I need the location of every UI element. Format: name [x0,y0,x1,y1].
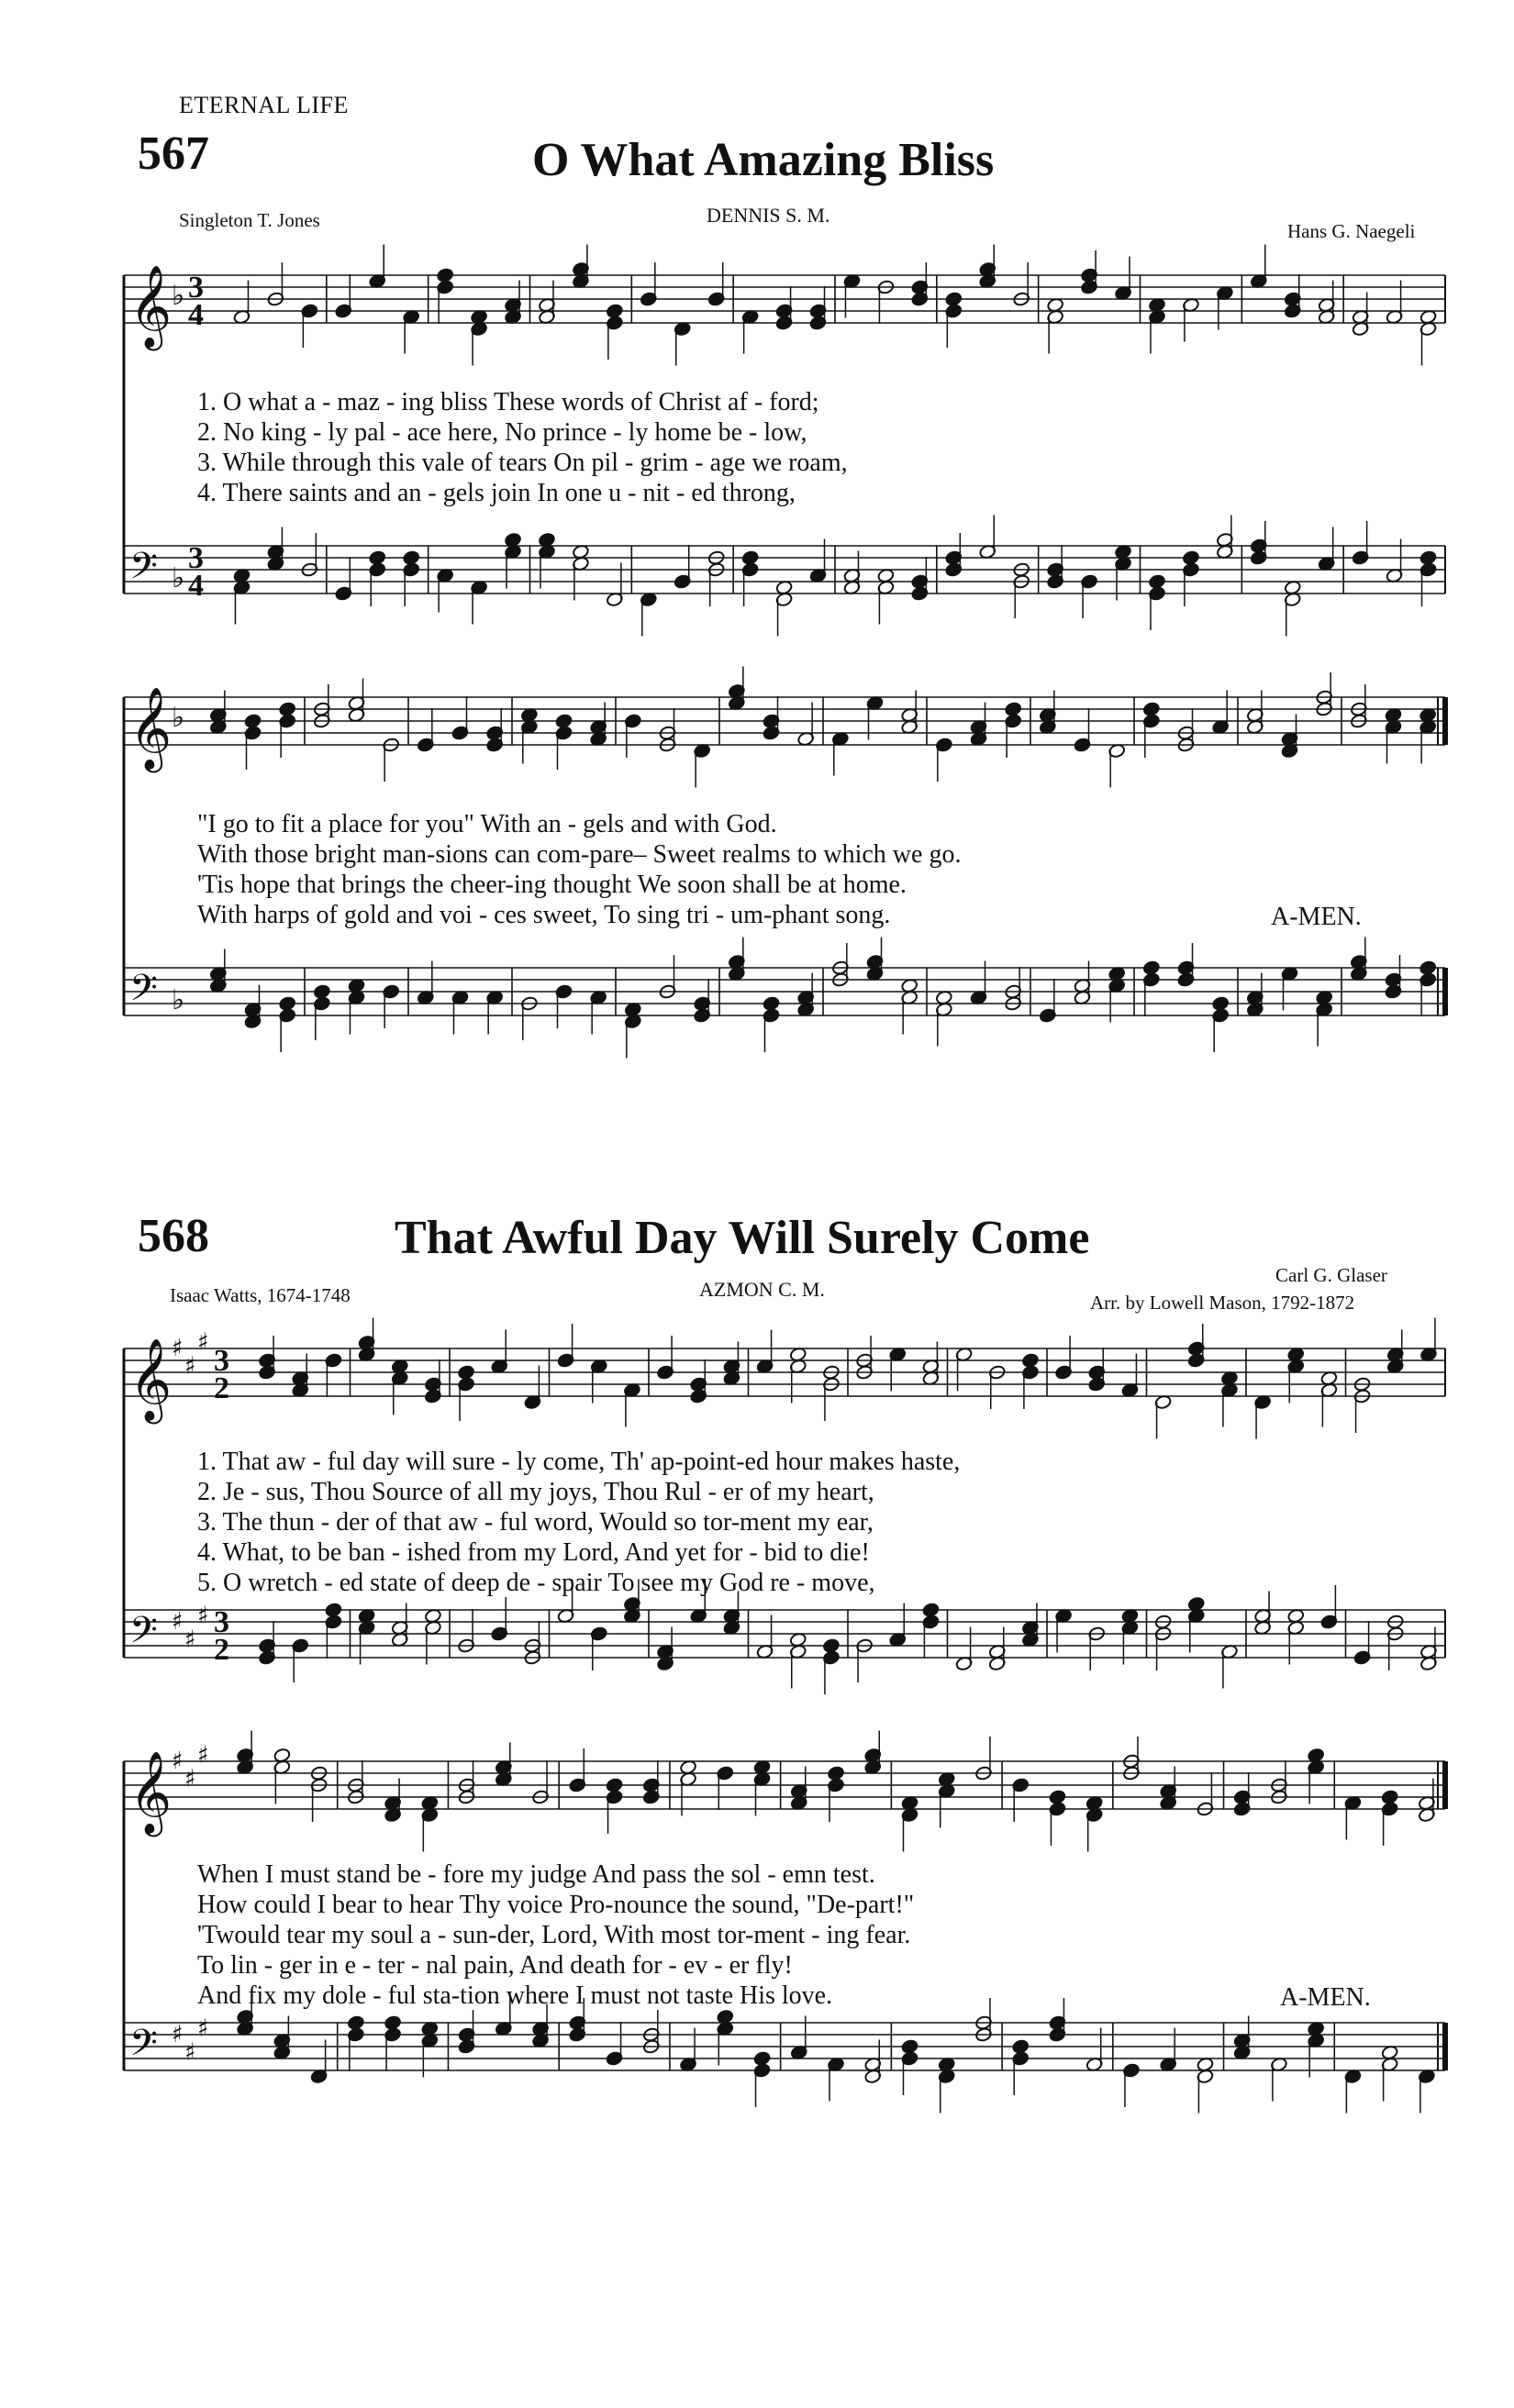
note-head [1419,550,1437,566]
sharp-icon: ♯ [172,1335,184,1362]
sharp-icon: ♯ [197,1602,209,1630]
note-head [1419,960,1437,976]
note-head [822,1638,840,1654]
lyric-line: "I go to fit a place for you" With an - gels and with God. [197,810,777,838]
note-head [347,2015,364,2031]
tune-name: AZMON C. M. [699,1278,825,1301]
music-system [124,679,1445,1064]
sharp-icon: ♯ [184,1352,196,1381]
time-signature-top: 3 [188,541,204,575]
time-signature-bottom: 4 [188,298,204,332]
lyric-line: 1. O what a - maz - ing bliss These words of Christ af - ford; [197,388,819,416]
lyric-line: With those bright man-sions can com-pare– Sweet realms to which we go. [197,840,962,869]
note-head [1142,702,1160,717]
time-signature-bottom: 2 [214,1633,229,1667]
lyric-line: 'Twould tear my soul a - sun-der, Lord, With most tor-ment - ing fear. [197,1921,911,1949]
time-signature-top: 3 [214,1344,229,1378]
composer-credit: Carl G. Glaser [1275,1264,1387,1286]
music-system [124,257,1445,642]
note-head [325,1603,342,1618]
note-head [437,268,454,283]
sharp-icon: ♯ [172,1608,184,1636]
note-head [1049,1790,1066,1805]
music-system [124,1743,1445,2147]
note-head [1212,996,1230,1012]
treble-staff [124,245,1445,366]
note-head [763,996,780,1012]
lyric-line: And fix my dole - ful sta-tion where I must not taste His love. [197,1981,833,2010]
note-head [1012,2039,1030,2055]
treble-staff [124,1318,1445,1439]
treble-staff [124,667,1445,788]
bass-staff [124,516,1445,637]
hymn-title: That Awful Day Will Surely Come [395,1212,1090,1264]
hymn-number: 567 [138,128,209,180]
note-head [279,996,296,1012]
note-head [1182,550,1199,566]
treble-clef-icon: 𝄞 [129,1338,173,1421]
hymn-number: 568 [138,1210,209,1262]
note-head [458,1365,475,1381]
time-signature-top: 3 [214,1605,229,1639]
sharp-icon: ♯ [197,1741,209,1770]
tune-name: DENNIS S. M. [707,204,830,227]
flat-icon: ♭ [172,562,185,594]
bass-clef-icon: 𝄢 [129,2022,158,2073]
lyric-line: 2. No king - ly pal - ace here, No prince - ly home be - low, [197,418,807,447]
bass-clef-icon: 𝄢 [129,1609,158,1660]
lyric-line: How could I bear to hear Thy voice Pro-nounce the sound, "De-part!" [197,1891,915,1919]
author-credit: Singleton T. Jones [179,209,320,231]
note-head [1142,960,1160,976]
lyric-line: 3. The thun - der of that aw - ful word, Would so tor-ment my ear, [197,1508,874,1537]
bass-clef-icon: 𝄢 [129,967,158,1018]
sharp-icon: ♯ [197,1328,209,1357]
lyric-line: 4. There saints and an - gels join In one u - nit - ed throng, [197,479,796,507]
section-label: ETERNAL LIFE [179,92,349,118]
time-signature-bottom: 4 [188,569,204,603]
note-head [1148,574,1165,590]
sharp-icon: ♯ [172,2021,184,2048]
note-head [403,550,420,566]
note-head [827,1766,844,1781]
note-head [606,304,623,319]
amen-label: A-MEN. [1280,1983,1371,2012]
note-head [384,2015,402,2031]
flat-icon: ♭ [172,280,185,312]
sharp-icon: ♯ [172,1748,184,1775]
treble-clef-icon: 𝄞 [129,265,173,348]
lyric-line: When I must stand be - fore my judge And pass the sol - emn test. [197,1860,875,1889]
treble-clef-icon: 𝄞 [129,687,173,770]
treble-clef-icon: 𝄞 [129,1751,173,1834]
lyric-line: With harps of gold and voi - ces sweet, To sing tri - um-phant song. [197,901,891,929]
lyric-line: 5. O wretch - ed state of deep de - spair To see my God re - move, [197,1569,875,1597]
sharp-icon: ♯ [184,1626,196,1654]
time-signature-top: 3 [188,271,204,305]
lyric-line: 4. What, to be ban - ished from my Lord, And yet for - bid to die! [197,1538,870,1567]
time-signature-bottom: 2 [214,1371,229,1405]
note-head [1381,1790,1398,1805]
bass-clef-icon: 𝄢 [129,545,158,596]
bass-staff [124,938,1445,1059]
note-head [901,2039,918,2055]
note-head [555,714,573,729]
lyric-line: To lin - ger in e - ter - nal pain, And death for - ev - er fly! [197,1951,793,1980]
note-head [369,550,386,566]
note-head [244,714,262,729]
composer-credit: Hans G. Naegeli [1287,220,1416,242]
note-head [606,1778,623,1793]
note-head [741,550,759,566]
note-head [1005,702,1022,717]
flat-icon: ♭ [172,702,185,734]
note-head [1021,1353,1039,1369]
note-head [313,984,330,1000]
lyric-line: 'Tis hope that brings the cheer-ing thought We soon shall be at home. [197,871,907,899]
amen-label: A-MEN. [1271,903,1362,931]
note-head [945,292,963,307]
note-head [922,1603,940,1618]
lyric-line: 2. Je - sus, Thou Source of all my joys, Thou Rul - er of my heart, [197,1478,874,1506]
arranger-credit: Arr. by Lowell Mason, 1792-1872 [1090,1292,1355,1314]
sharp-icon: ♯ [184,1765,196,1793]
lyric-line: 1. That aw - ful day will sure - ly come, Th' ap-point-ed hour makes haste, [197,1448,961,1476]
note-head [279,702,296,717]
flat-icon: ♭ [172,984,185,1016]
bass-staff [124,1992,1445,2114]
treble-staff [124,1731,1445,1852]
author-credit: Isaac Watts, 1674-1748 [170,1284,351,1306]
music-system [124,1330,1445,1734]
lyric-line: 3. While through this vale of tears On pil - grim - age we roam, [197,449,848,477]
note-head [753,2051,771,2067]
sharp-icon: ♯ [184,2038,196,2067]
hymn-title: O What Amazing Bliss [532,134,995,186]
sharp-icon: ♯ [197,2014,209,2043]
